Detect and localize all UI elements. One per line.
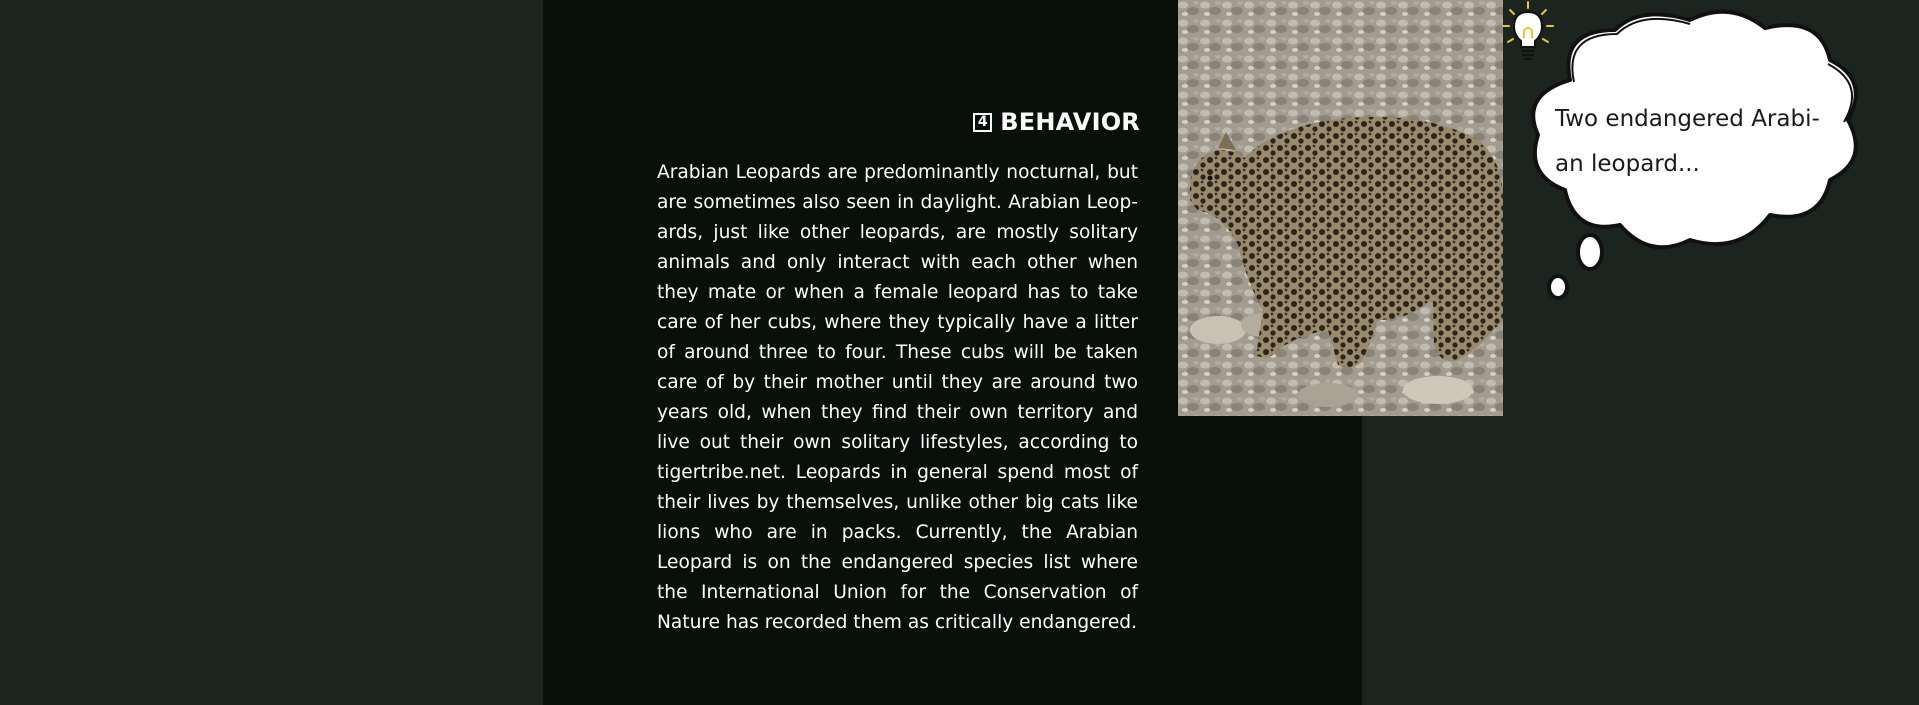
section-number-box: 4 [973, 113, 992, 132]
thought-bubble [1500, 0, 1890, 320]
leopard-photo-illustration [1178, 0, 1503, 416]
thought-bubble-text: Two endangered Arabi-an leopard... [1555, 106, 1820, 177]
section-title: BEHAVIOR [1000, 108, 1140, 136]
behavior-paragraph: Arabian Leopards are predominantly nocturnal, but are sometimes also seen in daylight. Arabian Leopards, just like other leopards, are mostly solitary animals and only interact with each other when they mate or when a female leopard has to take care of her cubs, where they typically have a litter of around three to four. These cubs will be taken care of by their mother until they are around two years old, when they find their own territory and live out their own solitary lifestyles, according to tigertribe.net. Leopards in general spend most of their lives by themselves, unlike other big cats like lions who are in packs. Currently, the Arabian Leopard is on the endangered species list where the International Union for the Conservation of Nature has recorded them as critically endangered. [657, 162, 1138, 633]
leopard-photo [1178, 0, 1503, 416]
lightbulb-icon [1500, 0, 1556, 64]
section-heading [950, 108, 1140, 136]
